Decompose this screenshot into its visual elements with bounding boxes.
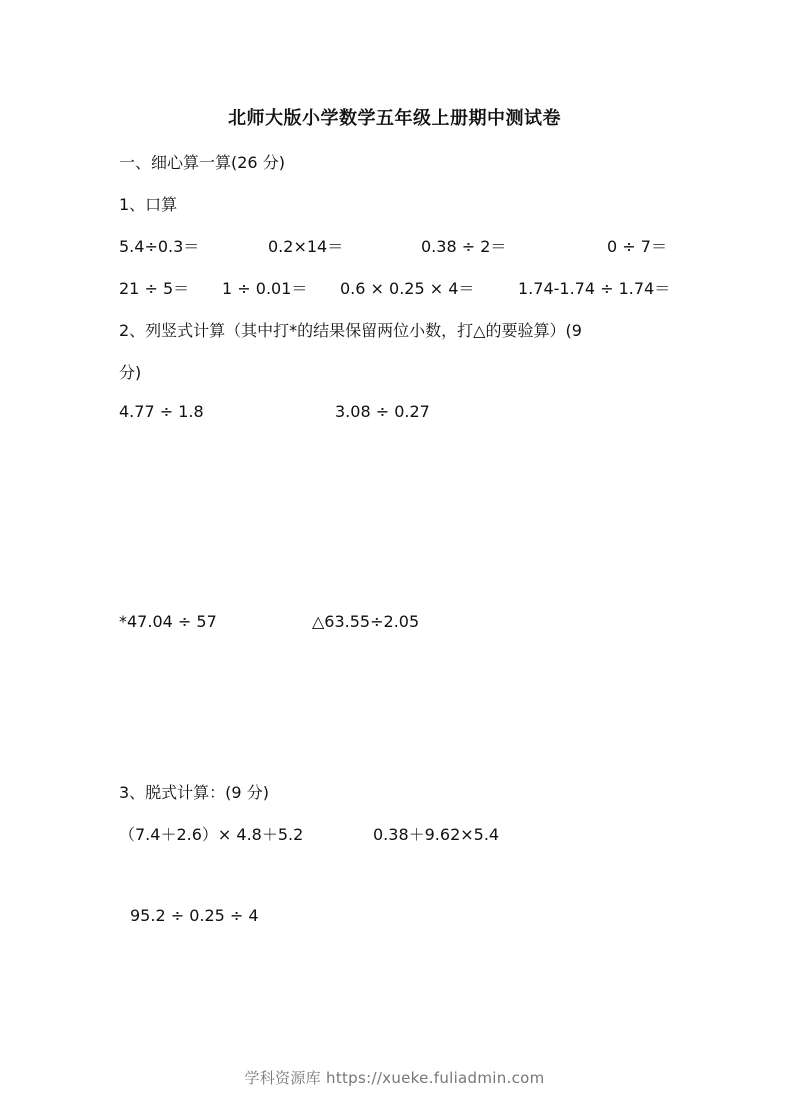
oral-expression: 5.4÷0.3＝	[119, 237, 200, 256]
oral-expression: 21 ÷ 5＝	[119, 279, 190, 298]
question-2-label: 2、列竖式计算（其中打*的结果保留两位小数，打△的要验算）(9	[119, 321, 582, 340]
step-calc-problem: 95.2 ÷ 0.25 ÷ 4	[130, 906, 259, 925]
oral-expression: 0.6 × 0.25 × 4＝	[340, 279, 475, 298]
step-calc-problem: （7.4＋2.6）× 4.8＋5.2	[119, 825, 304, 844]
section-heading: 一、细心算一算(26 分)	[119, 153, 285, 172]
oral-expression: 0 ÷ 7＝	[607, 237, 667, 256]
question-2-label-cont: 分)	[119, 363, 142, 382]
step-calc-problem: 0.38＋9.62×5.4	[373, 825, 500, 844]
vertical-calc-problem: △63.55÷2.05	[312, 612, 420, 631]
oral-expression: 1.74-1.74 ÷ 1.74＝	[518, 279, 671, 298]
question-3-label: 3、脱式计算：(9 分)	[119, 783, 269, 802]
oral-expression: 0.2×14＝	[268, 237, 344, 256]
page-footer: 学科资源库 https://xueke.fuliadmin.com	[244, 1069, 545, 1087]
page-title: 北师大版小学数学五年级上册期中测试卷	[228, 108, 561, 129]
question-1-label: 1、口算	[119, 195, 178, 214]
vertical-calc-problem: 3.08 ÷ 0.27	[335, 402, 430, 421]
oral-expression: 0.38 ÷ 2＝	[421, 237, 507, 256]
vertical-calc-problem: 4.77 ÷ 1.8	[119, 402, 204, 421]
oral-expression: 1 ÷ 0.01＝	[222, 279, 308, 298]
vertical-calc-problem: *47.04 ÷ 57	[119, 612, 217, 631]
